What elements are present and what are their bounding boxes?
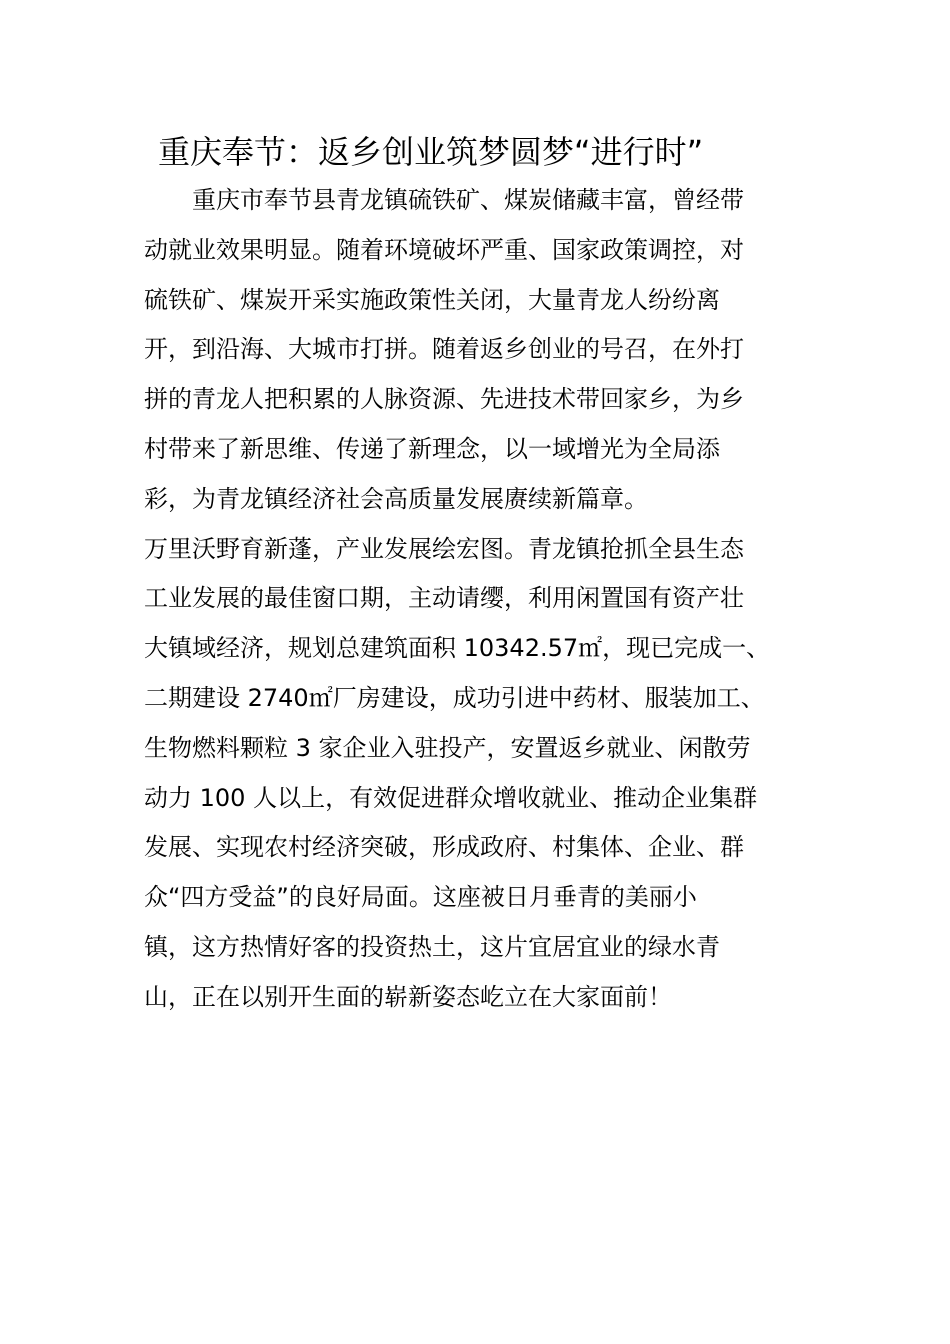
paragraph-line: 众“四方受益”的良好局面。这座被日月垂青的美丽小 xyxy=(144,883,697,912)
paragraph-line: 镇，这方热情好客的投资热土，这片宜居宜业的绿水青 xyxy=(144,932,720,961)
paragraph-line: 重庆市奉节县青龙镇硫铁矿、煤炭储藏丰富，曾经带 xyxy=(144,186,744,214)
paragraph-line: 二期建设 2740㎡厂房建设，成功引进中药材、服装加工、 xyxy=(144,683,765,712)
paragraph-line: 大镇域经济，规划总建筑面积 10342.57㎡，现已完成一、 xyxy=(144,634,771,663)
paragraph-line: 动力 100 人以上，有效促进群众增收就业、推动企业集群 xyxy=(144,783,758,812)
paragraph-line: 动就业效果明显。随着环境破坏严重、国家政策调控，对 xyxy=(144,235,744,264)
document-body xyxy=(144,176,824,1023)
paragraph-line: 工业发展的最佳窗口期，主动请缨，利用闲置国有资产壮 xyxy=(144,584,744,613)
paragraph-line: 彩，为青龙镇经济社会高质量发展赓续新篇章。 xyxy=(144,484,648,513)
paragraph-1 xyxy=(144,176,824,525)
paragraph-line: 山，正在以别开生面的崭新姿态屹立在大家面前！ xyxy=(144,982,672,1011)
paragraph-line: 村带来了新思维、传递了新理念，以一域增光为全局添 xyxy=(144,434,720,463)
paragraph-line: 万里沃野育新蓬，产业发展绘宏图。青龙镇抢抓全县生态 xyxy=(144,534,744,563)
paragraph-line: 生物燃料颗粒 3 家企业入驻投产，安置返乡就业、闲散劳 xyxy=(144,733,751,762)
paragraph-line: 硫铁矿、煤炭开采实施政策性关闭，大量青龙人纷纷离 xyxy=(144,285,720,314)
paragraph-line: 开，到沿海、大城市打拼。随着返乡创业的号召，在外打 xyxy=(144,335,744,364)
paragraph-line: 拼的青龙人把积累的人脉资源、先进技术带回家乡，为乡 xyxy=(144,385,744,414)
paragraph-2 xyxy=(144,525,824,1023)
paragraph-line: 发展、实现农村经济突破，形成政府、村集体、企业、群 xyxy=(144,833,744,862)
document-title: 重庆奉节：返乡创业筑梦圆梦“进行时” xyxy=(158,133,704,171)
